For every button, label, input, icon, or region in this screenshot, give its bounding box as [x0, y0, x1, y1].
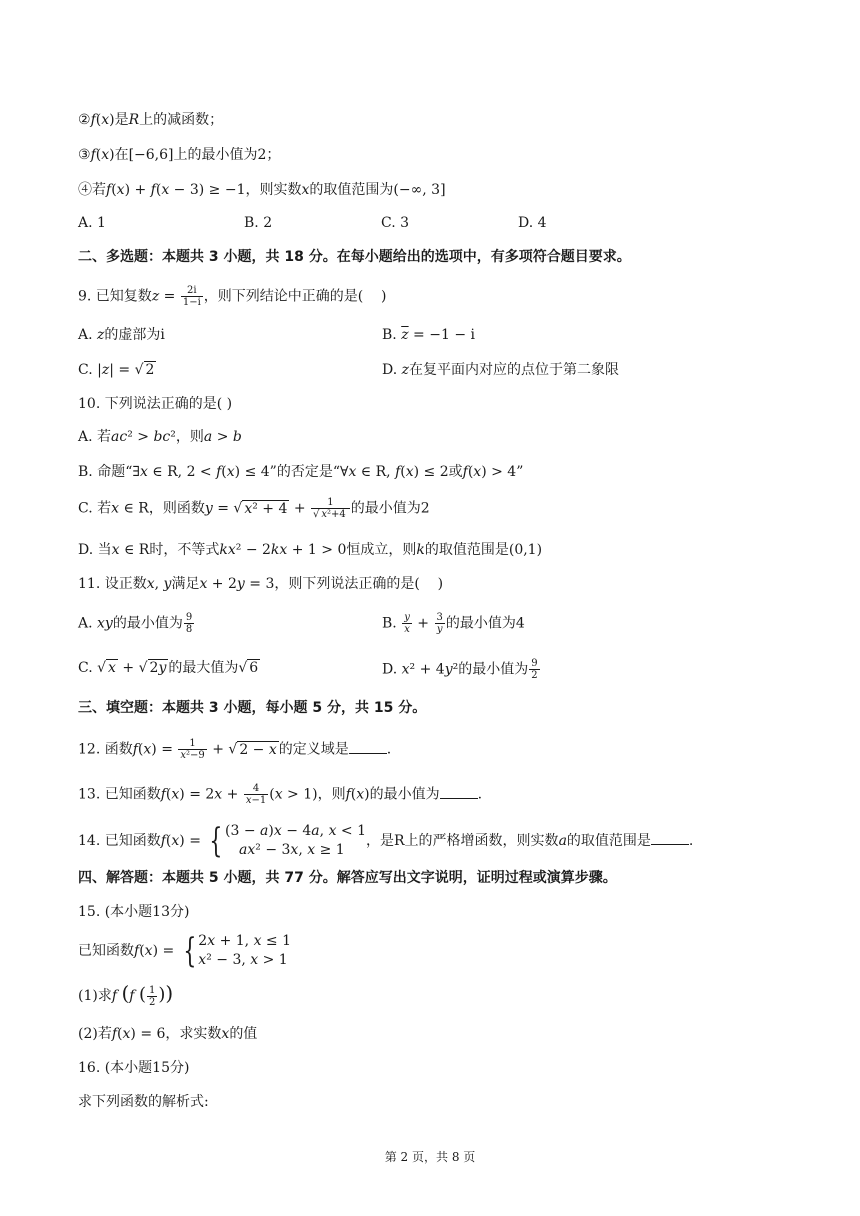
q10-option-b: B. 命题“∃x ∈ R, 2 < f(x) ≤ 4”的否定是“∀x ∈ R, f(x) ≤ 2或f(x) > 4”	[78, 464, 524, 480]
page-footer: 第 2 页，共 8 页	[384, 1150, 476, 1164]
q12-stem: 12. 函数f(x) = $\frac{1}{\text{x²−9}}$ + √ 2 − x 的定义域是 .	[78, 738, 392, 761]
q16-stem: 求下列函数的解析式:	[78, 1094, 209, 1110]
q9-stem: 9. 已知复数z = $\frac{2i}{1-i}$ ，则下列结论中正确的是( )	[78, 285, 387, 308]
q8-option-a: A. 1	[78, 215, 106, 231]
q10-stem: 10. 下列说法正确的是( )	[78, 396, 233, 412]
q9-option-a: A. z的虚部为i	[78, 327, 165, 343]
q9-option-b: B. $\overline{z} = -1 - i$	[382, 327, 475, 343]
answer-blank[interactable]	[651, 830, 689, 845]
q15-header: 15. (本小题13分)	[78, 904, 190, 920]
answer-blank[interactable]	[349, 739, 387, 754]
q11-option-d: D. x² + 4y²的最小值为 $\frac{9}{2}$	[382, 658, 538, 681]
answer-blank[interactable]	[440, 784, 478, 799]
q11-stem: 11. 设正数x, y满足x + 2y = 3，则下列说法正确的是( )	[78, 576, 444, 592]
q8-statement-2: ②f(x)是R上的减函数；	[78, 112, 224, 128]
q11-option-b: B. $\frac{y}{x}$ + $\frac{3}{y}$ 的最小值为4	[382, 612, 525, 635]
section-heading-multi-choice: 二、多选题：本题共 3 小题，共 18 分。在每小题给出的选项中，有多项符合题目要求。	[78, 249, 631, 265]
q10-option-d: D. 当x ∈ R时，不等式kx² − 2kx + 1 > 0恒成立，则k的取值范围是(0,1)	[78, 542, 543, 558]
q15-part-1: (1)求f (f ( $\frac{1}{2}$ ))	[78, 981, 174, 1008]
q9-option-c: C. |z| = √ 2	[78, 362, 155, 378]
q13-stem: 13. 已知函数f(x) = 2x + $\frac{4}{x-1}$ (x > 1)，则f(x)的最小值为 .	[78, 783, 483, 806]
q11-option-c: C. √ x + √ 2y 的最大值为√ 6	[78, 660, 259, 676]
q14-stem: 14. 已知函数f(x) = { (3 − a)x − 4a, x < 1 ax² − 3x, x ≥ 1 ，是R上的严格增函数，则实数a的取值范围是 .	[78, 821, 694, 861]
q15-part-2: (2)若f(x) = 6，求实数x的值	[78, 1026, 258, 1042]
q15-stem: 已知函数f(x) = { 2x + 1, x ≤ 1 x² − 3, x > 1	[78, 931, 292, 971]
q8-statement-4: ④若f(x) + f(x − 3) ≥ −1，则实数x的取值范围为(−∞, 3]	[78, 182, 446, 198]
q16-header: 16. (本小题15分)	[78, 1060, 190, 1076]
section-heading-solutions: 四、解答题：本题共 5 小题，共 77 分。解答应写出文字说明，证明过程或演算步骤。	[78, 870, 617, 886]
q11-option-a: A. xy的最小值为 $\frac{9}{8}$	[78, 612, 193, 635]
q8-option-c: C. 3	[381, 215, 410, 231]
q10-option-c: C. 若x ∈ R，则函数y = √ x² + 4 + $\frac{1}{\text{√ x²+4}}$ 的最小值为2	[78, 497, 430, 520]
q8-statement-3: ③f(x)在[−6,6]上的最小值为2；	[78, 147, 281, 163]
q10-option-a: A. 若ac² > bc²，则a > b	[78, 429, 242, 445]
q8-option-b: B. 2	[244, 215, 273, 231]
q9-option-d: D. z在复平面内对应的点位于第二象限	[382, 362, 620, 378]
section-heading-fill-blank: 三、填空题：本题共 3 小题，每小题 5 分，共 15 分。	[78, 700, 427, 716]
q8-option-d: D. 4	[518, 215, 547, 231]
